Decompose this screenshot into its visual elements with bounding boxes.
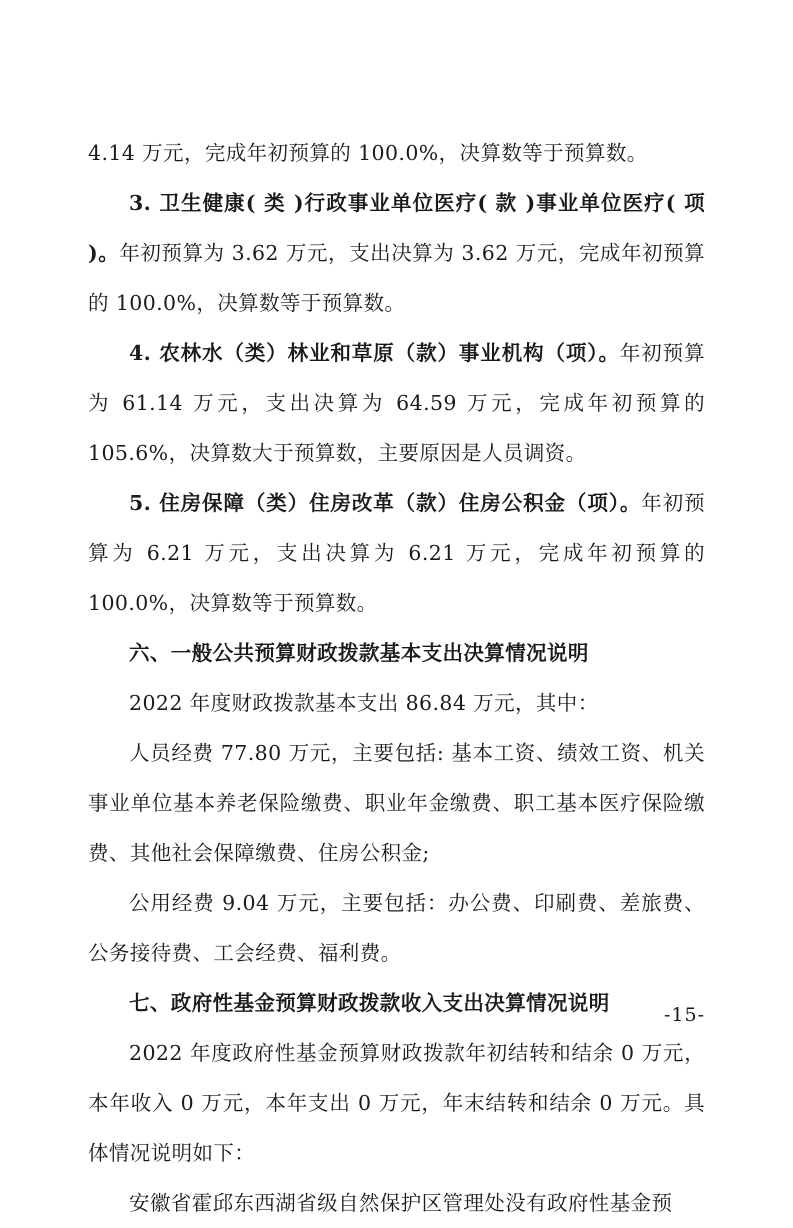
paragraph-continuation (88, 128, 705, 178)
paragraph-item-4 (88, 328, 705, 478)
paragraph-text: 4.14 万元，完成年初预算的 100.0%，决算数等于预算数。 (88, 141, 648, 165)
paragraph-item-5 (88, 478, 705, 628)
paragraph-government-fund-budget: 2022 年度政府性基金预算财政拨款年初结转和结余 0 万元，本年收入 0 万元，本年支出 0 万元，年末结转和结余 0 万元。具体情况说明如下： (88, 1041, 705, 1165)
document-body (88, 128, 705, 1228)
paragraph-item-3 (88, 178, 705, 328)
paragraph-basic-expenditure-total: 2022 年度财政拨款基本支出 86.84 万元，其中： (129, 691, 599, 715)
paragraph-text: 年初预算为 3.62 万元，支出决算为 3.62 万元，完成年初预算的 100.0%，决算数等于预算数。 (88, 241, 706, 315)
paragraph-public-expenses: 公用经费 9.04 万元，主要包括：办公费、印刷费、差旅费、公务接待费、工会经费、福利费。 (88, 891, 705, 965)
item-lead-label: 5. 住房保障（类）住房改革（款）住房公积金（项）。 (129, 491, 642, 515)
section-heading-seven: 七、政府性基金预算财政拨款收入支出决算情况说明 (129, 991, 610, 1015)
section-heading-six: 六、一般公共预算财政拨款基本支出决算情况说明 (129, 641, 589, 665)
item-lead-label: 3. 卫生健康( 类 )行政事业单位医疗( 款 )事业单位医疗( 项 )。 (88, 191, 705, 265)
paragraph-text: 年初预算为 6.21 万元，支出决算为 6.21 万元，完成年初预算的 100.0%，决算数等于预算数。 (88, 491, 706, 615)
paragraph-text: 年初预算为 61.14 万元，支出决算为 64.59 万元，完成年初预算的 105.6%，决算数大于预算数，主要原因是人员调资。 (88, 341, 705, 465)
paragraph-government-fund-note: 安徽省霍邱东西湖省级自然保护区管理处没有政府性基金预 (129, 1191, 673, 1215)
item-lead-label: 4. 农林水（类）林业和草原（款）事业机构（项）。 (129, 341, 620, 365)
paragraph-personnel-expenses: 人员经费 77.80 万元，主要包括: 基本工资、绩效工资、机关事业单位基本养老保险缴费、职业年金缴费、职工基本医疗保险缴费、其他社会保障缴费、住房公积金; (88, 741, 705, 865)
page-number: -15- (663, 1004, 705, 1026)
